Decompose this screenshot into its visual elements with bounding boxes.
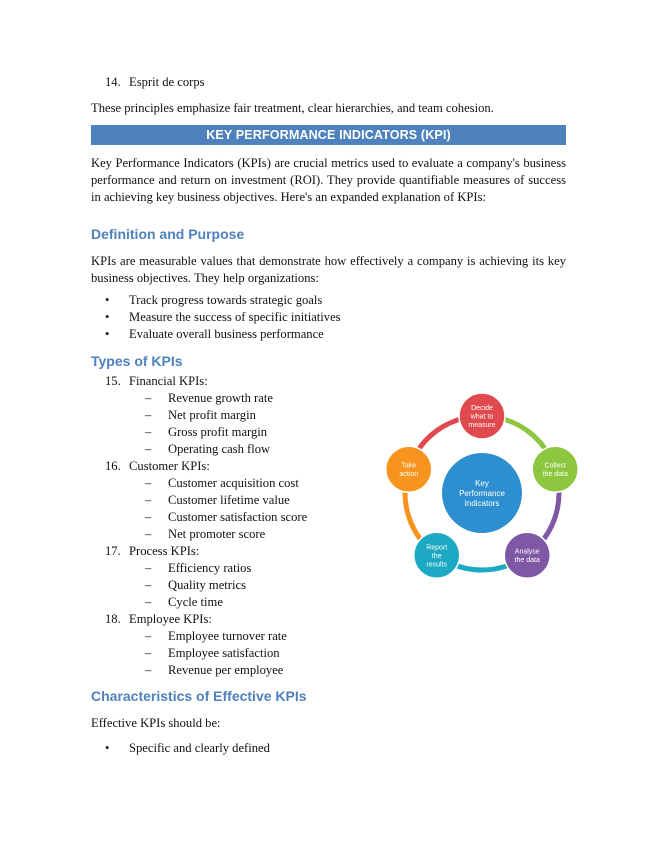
principles-summary: These principles emphasize fair treatment, clear hierarchies, and team cohesion. [91,101,494,115]
cycle-arc [497,418,549,456]
kpi-group-label: Process KPIs: [129,544,200,558]
kpi-item: Customer acquisition cost [168,476,299,490]
kpi-item: Quality metrics [168,578,246,592]
cycle-node-label: Analyse the data [514,548,540,565]
kpi-item: Cycle time [168,595,223,609]
dash-icon: – [145,561,152,575]
definition-paragraph: KPIs are measurable values that demonstrate how effectively a company is achieving its key business objectives. They help organizations: [91,254,566,285]
cycle-arc [539,484,559,545]
characteristics-bullet: Specific and clearly defined [129,741,270,755]
list-number: 18. [105,612,121,626]
list-number: 16. [105,459,121,473]
definition-bullet: Evaluate overall business performance [129,327,324,341]
dash-icon: – [145,629,152,643]
characteristics-intro: Effective KPIs should be: [91,716,221,730]
cycle-arc [415,418,467,456]
kpi-item: Customer lifetime value [168,493,290,507]
dash-icon: – [145,663,152,677]
dash-icon: – [145,646,152,660]
dash-icon: – [145,527,152,541]
cycle-arc [450,563,514,570]
intro-paragraph: Key Performance Indicators (KPIs) are crucial metrics used to evaluate a company's business performance and return on investment (ROI). They provide quantifiable measures of success in achieving key business objectives. Here's an expanded explanation of KPIs: [91,156,566,204]
dash-icon: – [145,408,152,422]
kpi-item: Customer satisfaction score [168,510,308,524]
cycle-arc [405,484,425,545]
dash-icon: – [145,595,152,609]
dash-icon: – [145,493,152,507]
cycle-node-label: Take action [399,462,419,478]
definition-heading: Definition and Purpose [91,226,245,242]
bullet-icon: • [105,293,110,307]
dash-icon: – [145,476,152,490]
dash-icon: – [145,442,152,456]
kpi-item: Operating cash flow [168,442,271,456]
kpi-cycle-diagram [385,386,580,581]
kpi-item: Revenue growth rate [168,391,273,405]
kpi-item: Revenue per employee [168,663,284,677]
bullet-icon: • [105,327,110,341]
types-heading: Types of KPIs [91,353,183,369]
dash-icon: – [145,510,152,524]
dash-icon: – [145,425,152,439]
kpi-item: Efficiency ratios [168,561,252,575]
section-banner: KEY PERFORMANCE INDICATORS (KPI) [91,125,566,145]
list-item-text: Esprit de corps [129,75,205,89]
kpi-item: Gross profit margin [168,425,268,439]
definition-bullet: Measure the success of specific initiatives [129,310,341,324]
list-number: 14. [105,75,121,89]
cycle-node-label: Report the results [426,544,448,569]
kpi-item: Employee satisfaction [168,646,280,660]
list-number: 17. [105,544,121,558]
center-label: Key Performance Indicators [459,479,505,508]
kpi-group-label: Financial KPIs: [129,374,208,388]
definition-bullet: Track progress towards strategic goals [129,293,323,307]
kpi-item: Net profit margin [168,408,256,422]
cycle-node-label: Collect the data [542,462,568,478]
dash-icon: – [145,391,152,405]
bullet-icon: • [105,741,110,755]
list-number: 15. [105,374,121,388]
dash-icon: – [145,578,152,592]
kpi-item: Net promoter score [168,527,266,541]
kpi-group-label: Employee KPIs: [129,612,212,626]
kpi-group-label: Customer KPIs: [129,459,210,473]
characteristics-heading: Characteristics of Effective KPIs [91,688,307,704]
cycle-node-label: Decide what to measure [468,405,496,429]
kpi-item: Employee turnover rate [168,629,287,643]
bullet-icon: • [105,310,110,324]
